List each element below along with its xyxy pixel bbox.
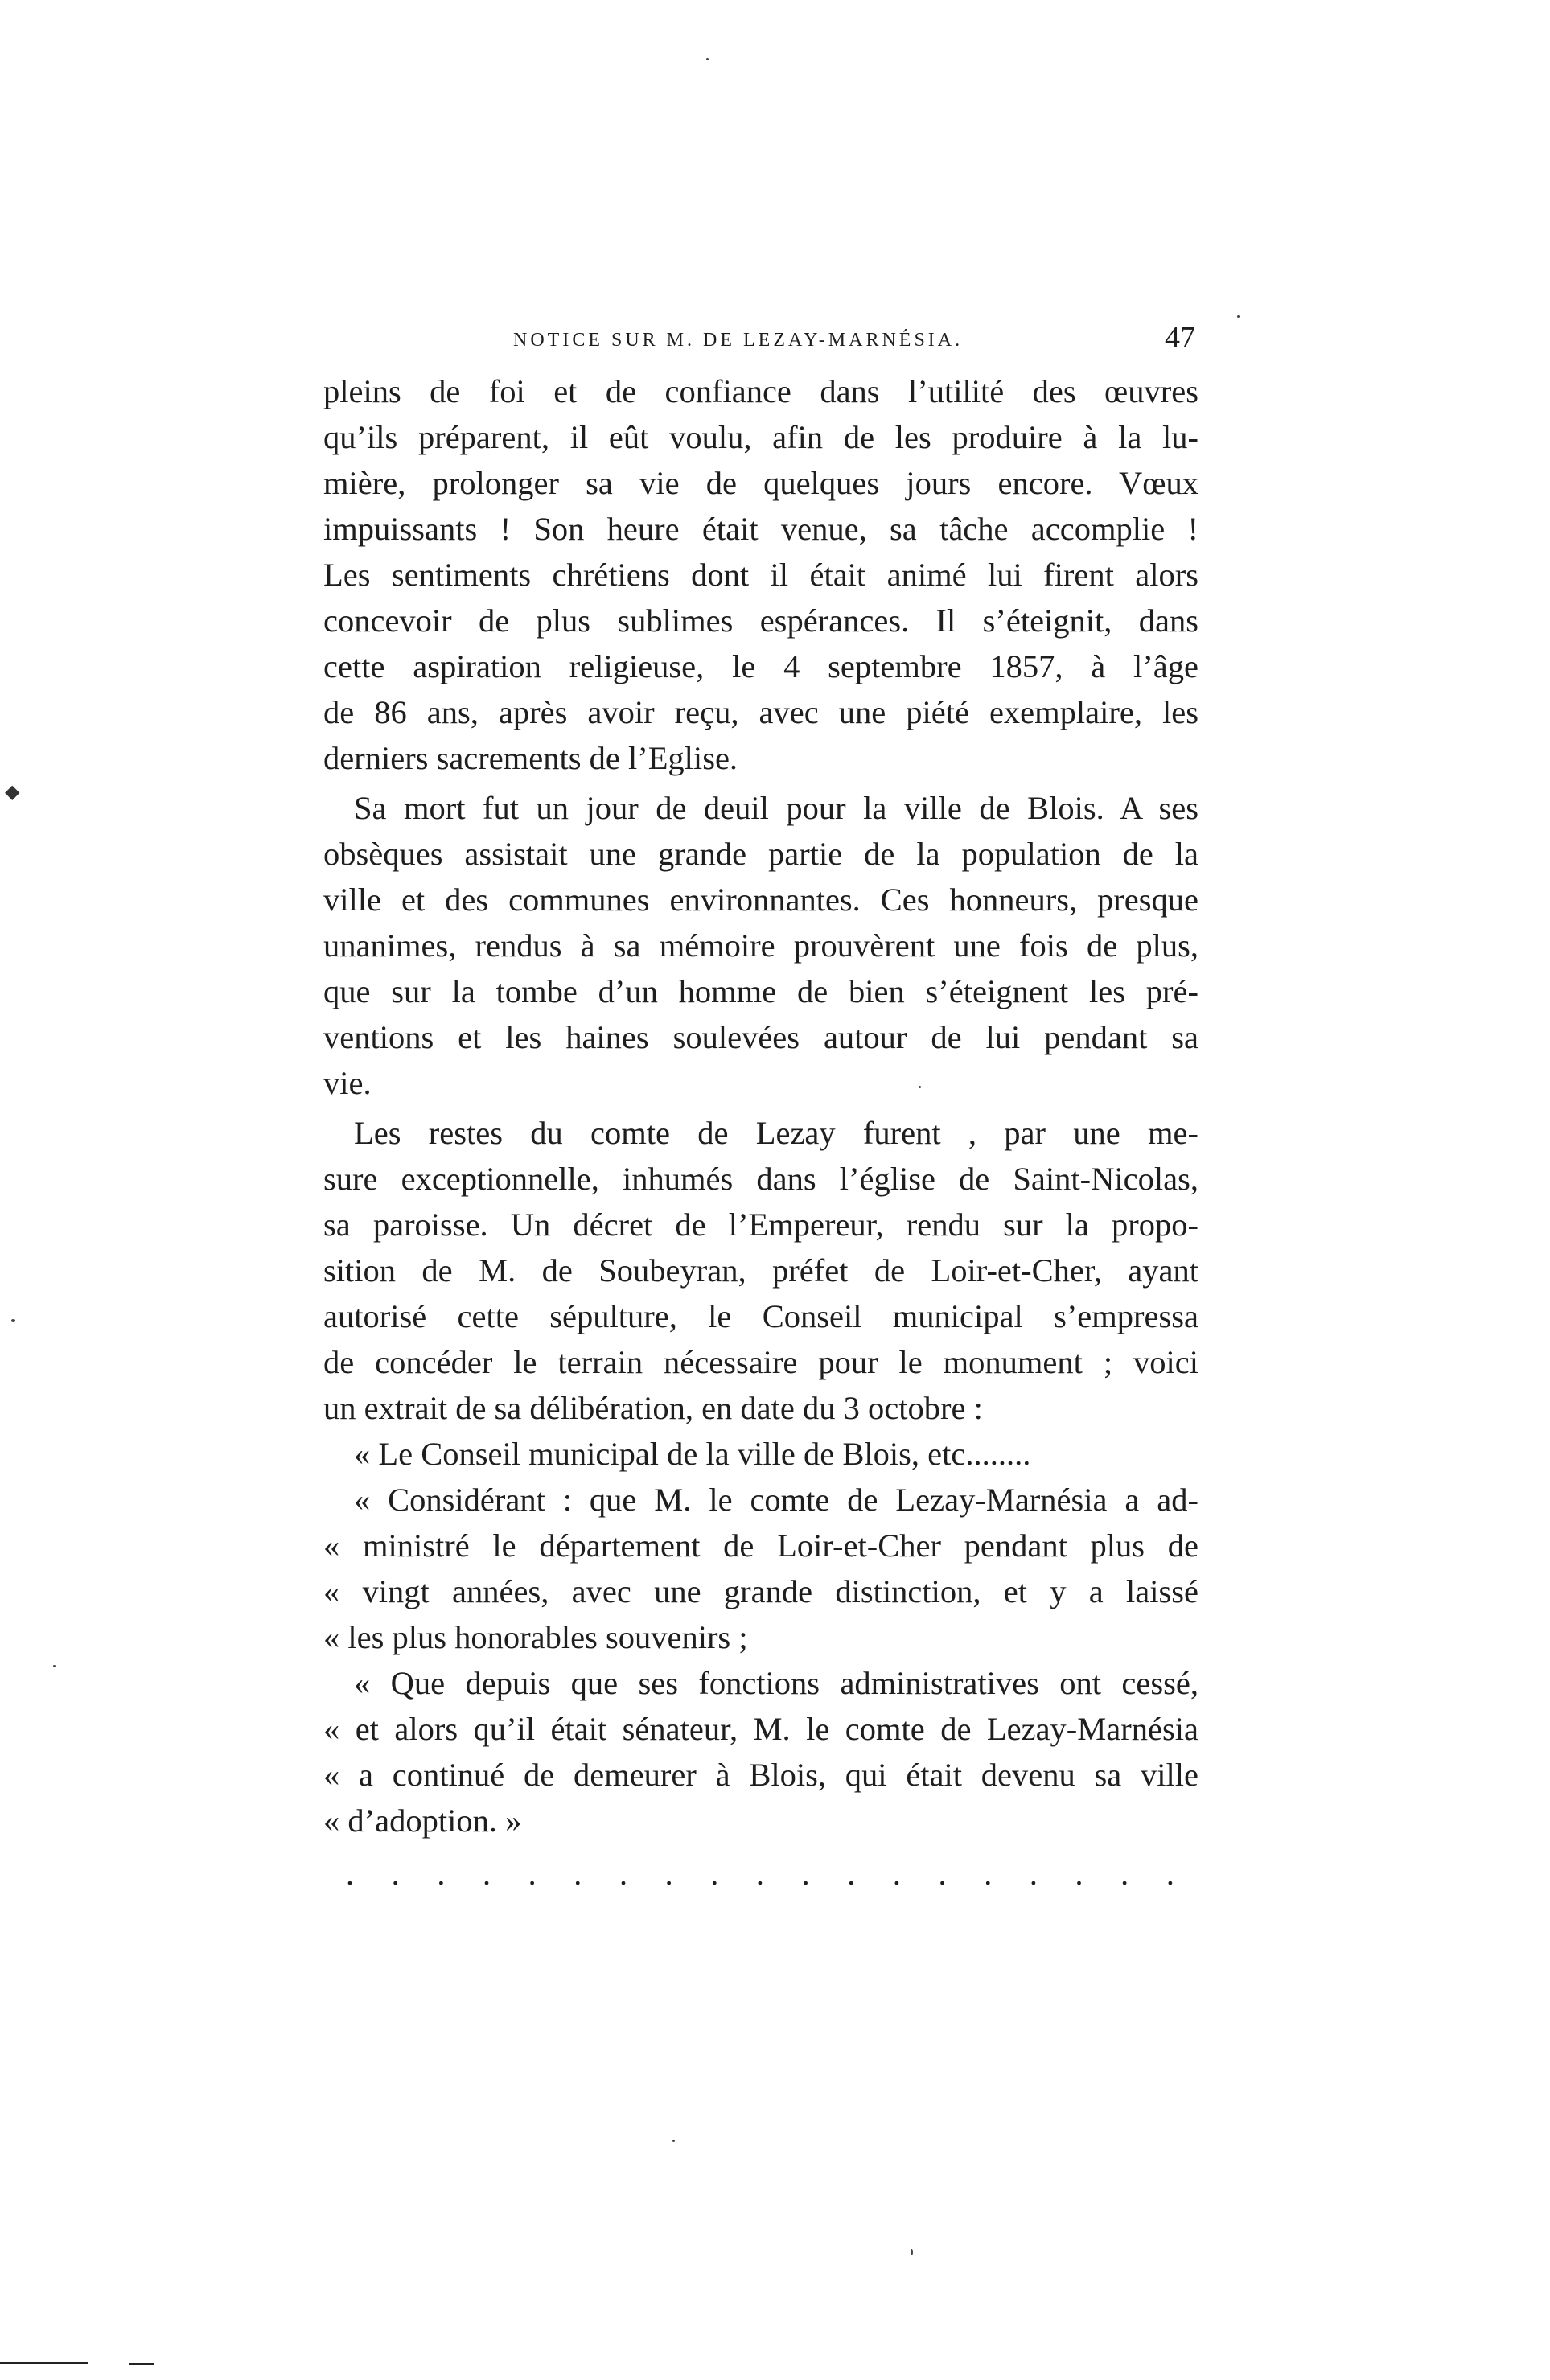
- ellipsis-dot: .: [664, 1856, 673, 1892]
- ellipsis-dot: .: [755, 1856, 764, 1892]
- text-line: sa paroisse. Un décret de l’Empereur, rendu sur la propo-: [323, 1206, 1198, 1243]
- scan-edge-line: [129, 2363, 154, 2365]
- scan-speck: [911, 2249, 913, 2255]
- text-line: Les restes du comte de Lezay furent , par une me-: [354, 1115, 1198, 1151]
- ellipsis-dot: .: [574, 1856, 582, 1892]
- text-line: impuissants ! Son heure était venue, sa tâche accomplie !: [323, 511, 1198, 547]
- ellipsis-dot: .: [619, 1856, 627, 1892]
- ellipsis-dot: .: [482, 1856, 491, 1892]
- text-line: « d’adoption. »: [323, 1802, 522, 1839]
- text-line: « Considérant : que M. le comte de Lezay-Marnésia a ad-: [354, 1482, 1198, 1518]
- text-line: ville et des communes environnantes. Ces honneurs, presque: [323, 882, 1198, 918]
- ellipsis-dot: .: [346, 1856, 354, 1892]
- text-line: de 86 ans, après avoir reçu, avec une piété exemplaire, les: [323, 694, 1198, 730]
- scan-speck: [672, 2140, 675, 2142]
- text-line: que sur la tombe d’un homme de bien s’éteignent les pré-: [323, 973, 1198, 1009]
- text-line: Sa mort fut un jour de deuil pour la ville de Blois. A ses: [354, 790, 1198, 826]
- text-line: Les sentiments chrétiens dont il était animé lui firent alors: [323, 557, 1198, 593]
- scan-speck: [919, 1086, 921, 1088]
- text-line: vie.: [323, 1065, 372, 1101]
- scan-edge-line: [0, 2362, 88, 2364]
- quote-heading: [323, 1431, 1198, 1477]
- margin-bullet-mark: ◆: [5, 782, 20, 803]
- ellipsis-dot: .: [437, 1856, 446, 1892]
- scan-speck: [706, 58, 709, 60]
- text-line: derniers sacrements de l’Eglise.: [323, 740, 738, 776]
- body-text: [323, 368, 1198, 1844]
- ellipsis-dot: .: [1120, 1856, 1129, 1892]
- ellipsis-dot: .: [801, 1856, 810, 1892]
- ellipsis-dot: .: [892, 1856, 901, 1892]
- ellipsis-dot: .: [391, 1856, 400, 1892]
- running-title: NOTICE SUR M. DE LEZAY-MARNÉSIA.: [513, 330, 964, 351]
- text-line: concevoir de plus sublimes espérances. Il s’éteignit, dans: [323, 602, 1198, 639]
- quote-paragraph-1: [323, 1477, 1198, 1660]
- text-line: « Le Conseil municipal de la ville de Blois, etc........: [354, 1436, 1031, 1472]
- text-line: « a continué de demeurer à Blois, qui était devenu sa ville: [323, 1757, 1198, 1793]
- text-line: « et alors qu’il était sénateur, M. le comte de Lezay-Marnésia: [323, 1711, 1198, 1747]
- text-line: un extrait de sa délibération, en date du 3 octobre :: [323, 1390, 983, 1426]
- ellipsis-dot: .: [1075, 1856, 1083, 1892]
- scan-speck: [53, 1665, 56, 1667]
- paragraph-1: [323, 368, 1198, 781]
- text-line: unanimes, rendus à sa mémoire prouvèrent une fois de plus,: [323, 927, 1198, 964]
- ellipsis-dot: .: [847, 1856, 856, 1892]
- page-number: 47: [1165, 321, 1195, 355]
- text-line: de concéder le terrain nécessaire pour le monument ; voici: [323, 1344, 1198, 1380]
- text-line: « ministré le département de Loir-et-Cher pendant plus de: [323, 1527, 1198, 1564]
- text-line: cette aspiration religieuse, le 4 septembre 1857, à l’âge: [323, 648, 1198, 684]
- page-header: [323, 320, 1198, 368]
- text-line: autorisé cette sépulture, le Conseil municipal s’empressa: [323, 1298, 1198, 1334]
- ellipsis-dot: .: [984, 1856, 993, 1892]
- ellipsis-dot: .: [528, 1856, 537, 1892]
- text-line: sure exceptionnelle, inhumés dans l’église de Saint-Nicolas,: [323, 1161, 1198, 1197]
- paragraph-3: [323, 1110, 1198, 1431]
- text-line: sition de M. de Soubeyran, préfet de Loir-et-Cher, ayant: [323, 1252, 1198, 1289]
- text-line: mière, prolonger sa vie de quelques jours encore. Vœux: [323, 465, 1198, 501]
- scan-speck: [11, 1319, 15, 1322]
- paragraph-2: [323, 785, 1198, 1106]
- text-line: « Que depuis que ses fonctions administratives ont cessé,: [354, 1665, 1198, 1701]
- scan-speck: [1237, 315, 1240, 318]
- ellipsis-row: [346, 1855, 1174, 1893]
- ellipsis-dot: .: [1166, 1856, 1174, 1892]
- quote-paragraph-2: [323, 1660, 1198, 1844]
- text-line: pleins de foi et de confiance dans l’utilité des œuvres: [323, 373, 1198, 409]
- text-line: obsèques assistait une grande partie de la population de la: [323, 836, 1198, 872]
- text-line: ventions et les haines soulevées autour de lui pendant sa: [323, 1019, 1198, 1055]
- ellipsis-dot: .: [938, 1856, 947, 1892]
- text-line: qu’ils préparent, il eût voulu, afin de les produire à la lu-: [323, 419, 1198, 455]
- text-line: « vingt années, avec une grande distinction, et y a laissé: [323, 1573, 1198, 1609]
- text-line: « les plus honorables souvenirs ;: [323, 1619, 748, 1655]
- ellipsis-dot: .: [1029, 1856, 1038, 1892]
- ellipsis-dot: .: [710, 1856, 719, 1892]
